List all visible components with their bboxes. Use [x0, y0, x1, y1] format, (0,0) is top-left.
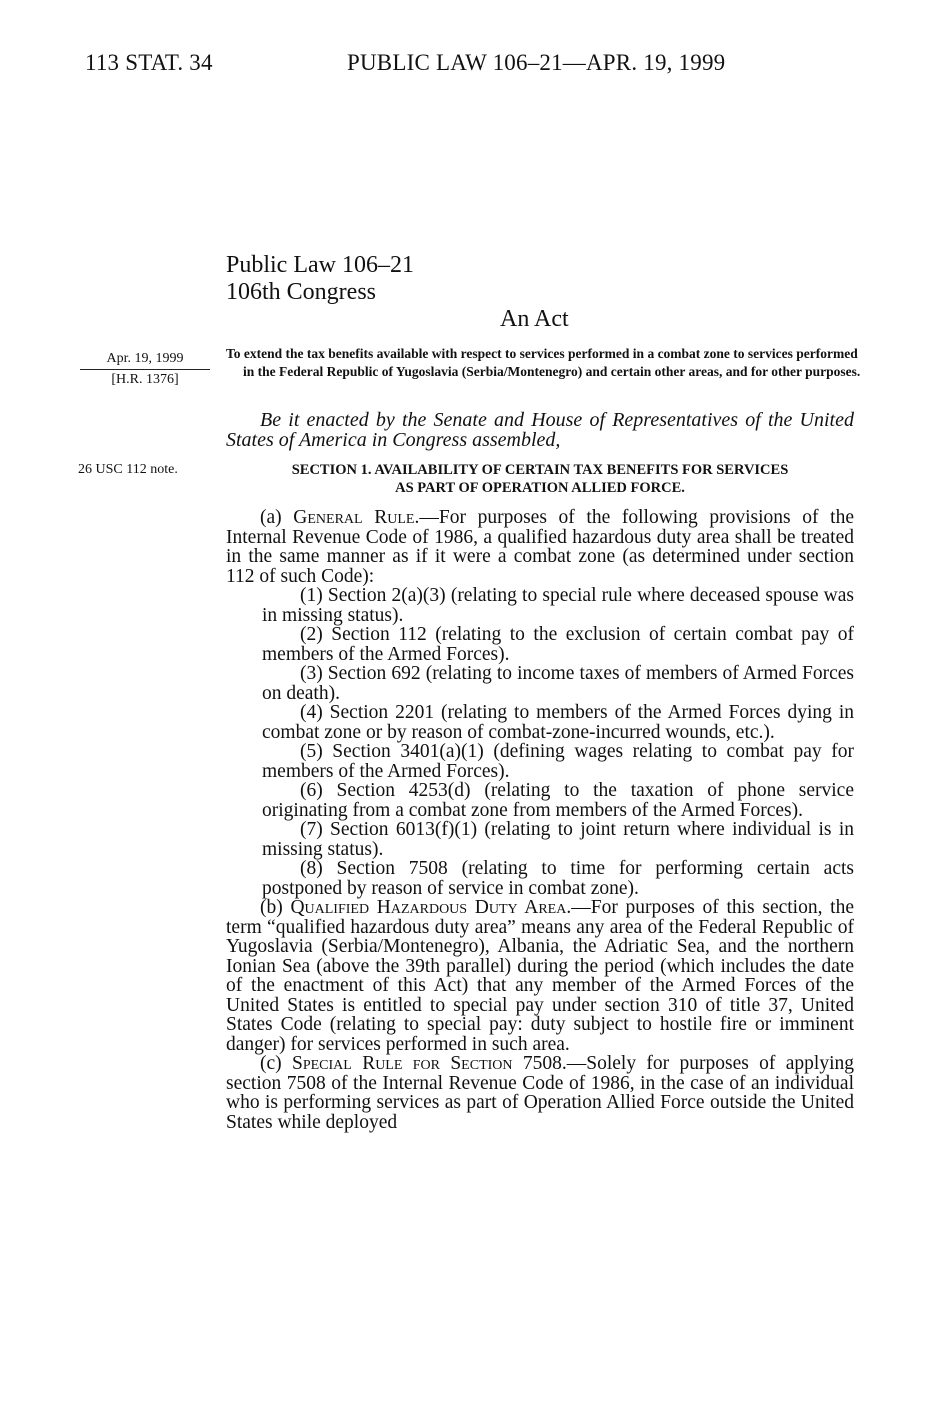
subsection-a-text: .—For purposes of the following provisions of the Internal Revenue Code of 1986, a qualified hazardous duty area shall be treated in the same manner as if it were a combat zone (as determined under section 112 of such Code): — [226, 507, 854, 587]
subsection-b-caption: Qualified Hazardous Duty Area — [290, 897, 567, 918]
law-identifier — [226, 252, 414, 306]
subsection-b-label: (b) — [260, 897, 291, 918]
margin-usc-note: 26 USC 112 note. — [78, 462, 178, 477]
list-item: (3) Section 692 (relating to income taxes of members of Armed Forces on death). — [262, 663, 854, 704]
list-item: (1) Section 2(a)(3) (relating to special rule where deceased spouse was in missing status). — [262, 585, 854, 626]
subsection-b — [226, 898, 854, 1054]
act-title: An Act — [500, 306, 569, 332]
page-reference: 113 STAT. 34 — [85, 50, 213, 75]
congress-number: 106th Congress — [226, 279, 376, 305]
list-item: (4) Section 2201 (relating to members of the Armed Forces dying in combat zone or by reason of combat-zone-incurred wounds, etc.). — [262, 702, 854, 743]
section-heading-line-1: SECTION 1. AVAILABILITY OF CERTAIN TAX BENEFITS FOR SERVICES — [291, 462, 789, 478]
subsection-c — [226, 1054, 854, 1132]
margin-date: Apr. 19, 1999 — [80, 350, 210, 370]
subsection-a-label: (a) — [260, 507, 294, 528]
subsection-c-text: .—Solely for purposes of applying section 7508 of the Internal Revenue Code of 1986, in the case of an individual who is performing services as part of Operation Allied Force outside the United States while deployed — [226, 1053, 854, 1133]
list-item: (6) Section 4253(d) (relating to the taxation of phone service originating from a combat zone from members of the Armed Forces). — [262, 780, 854, 821]
subsection-a-caption: General Rule — [293, 507, 415, 528]
purpose-statement: To extend the tax benefits available with respect to services performed in a combat zone to services performed in the Federal Republic of Yugoslavia (Serbia/Montenegro) and certain other areas, and for other purposes. — [226, 346, 861, 379]
margin-date-bill — [80, 350, 210, 389]
enacting-clause: Be it enacted by the Senate and House of Representatives of the United States of America in Congress assembled, — [226, 409, 854, 451]
list-item: (2) Section 112 (relating to the exclusion of certain combat pay of members of the Armed Forces). — [262, 624, 854, 665]
section-body — [226, 508, 854, 1132]
subsection-b-text: .—For purposes of this section, the term “qualified hazardous duty area” means any area of the Federal Republic of Yugoslavia (Serbia/Montenegro), Albania, the Adriatic Sea, and the northern Ionian Sea (above the 39th parallel) during the period (which includes the date of the enactment of this Act) that any member of the Armed Forces of the United States is entitled to special pay under section 310 of title 37, United States Code (relating to special pay: duty subject to hostile fire or imminent danger) for services performed in such area. — [226, 897, 854, 1055]
subsection-a — [226, 508, 854, 586]
public-law-number: Public Law 106–21 — [226, 252, 414, 278]
running-title: PUBLIC LAW 106–21—APR. 19, 1999 — [347, 50, 726, 75]
section-heading-line-2: AS PART OF OPERATION ALLIED FORCE. — [395, 480, 685, 496]
section-heading — [226, 461, 854, 497]
list-item: (5) Section 3401(a)(1) (defining wages relating to combat pay for members of the Armed Forces). — [262, 741, 854, 782]
list-item: (8) Section 7508 (relating to time for performing certain acts postponed by reason of service in combat zone). — [262, 858, 854, 899]
subsection-c-label: (c) — [260, 1053, 292, 1074]
subsection-c-caption: Special Rule for Section 7508 — [292, 1053, 562, 1074]
list-item: (7) Section 6013(f)(1) (relating to joint return where individual is in missing status). — [262, 819, 854, 860]
margin-bill-number: [H.R. 1376] — [111, 372, 179, 387]
